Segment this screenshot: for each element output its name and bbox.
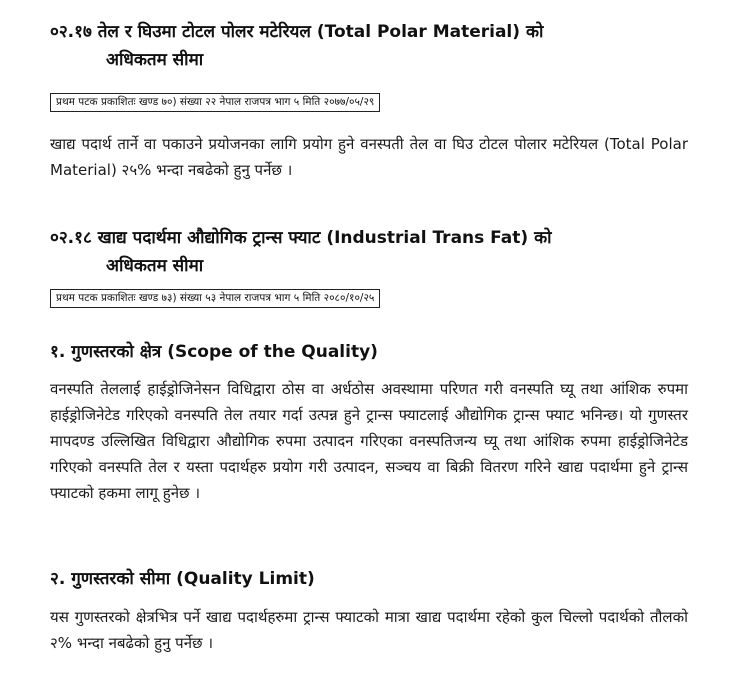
subsection-title-limit: २. गुणस्तरको सीमा (Quality Limit) [50,569,315,589]
paragraph: वनस्पति तेललाई हाईड्रोजिनेसन विधिद्वारा ठोस वा अर्धठोस अवस्थामा परिणत गरी वनस्पति घ्यू तथा आंशिक रुपमा हाईड्रोजिनेटेड गरिएको वनस्पति तेल तयार गर्दा उत्पन्न हुने ट्रान्स फ्याटलाई औद्योगिक ट्रान्स फ्याट भनिन्छ। यो गुणस्तर मापदण्ड उल्लिखित विधिद्वारा औद्योगिक रुपमा उत्पादन गरिएका वनस्पतिजन्य घ्यू तथा आंशिक रुपमा हाईड्रोजिनेटेड गरिएको वनस्पति तेल र यस्ता पदार्थहरु प्रयोग गरी उत्पादन, सञ्चय वा बिक्री वितरण गरिने खाद्य पदार्थमा हुने ट्रान्स फ्याटको हकमा लागू हुनेछ । [50,380,688,502]
paragraph: यस गुणस्तरको क्षेत्रभित्र पर्ने खाद्य पदार्थहरुमा ट्रान्स फ्याटको मात्रा खाद्य पदार्थमा रहेको कुल चिल्लो पदार्थको तौलको २% भन्दा नबढेको हुनु पर्नेछ । [50,608,688,652]
subsection-body-scope [50,376,688,506]
section-body-0217 [50,131,688,183]
heading-line: ०२.१८ खाद्य पदार्थमा औद्योगिक ट्रान्स फ्याट (Industrial Trans Fat) को [50,228,552,248]
subsection-title-scope: १. गुणस्तरको क्षेत्र (Scope of the Quality) [50,342,378,362]
paragraph: खाद्य पदार्थ तार्ने वा पकाउने प्रयोजनका लागि प्रयोग हुने वनस्पती तेल वा घिउ टोटल पोलार मटेरियल (Total Polar Material) २५% भन्दा नबढेको हुनु पर्नेछ । [50,135,688,179]
subsection-body-limit [50,604,688,656]
section-heading-0218 [50,224,690,280]
heading-line-continued: अधिकतम सीमा [106,50,204,70]
publication-note: प्रथम पटक प्रकाशितः खण्ड ७३) संख्या ५३ नेपाल राजपत्र भाग ५ मिति २०८०/१०/२५ [50,289,380,308]
heading-line-continued: अधिकतम सीमा [106,256,204,276]
heading-line: ०२.१७ तेल र घिउमा टोटल पोलर मटेरियल (Total Polar Material) को [50,22,544,42]
section-heading-0217 [50,18,690,74]
publication-note: प्रथम पटक प्रकाशितः खण्ड ७०) संख्या २२ नेपाल राजपत्र भाग ५ मिति २०७७/०५/२९ [50,93,380,112]
